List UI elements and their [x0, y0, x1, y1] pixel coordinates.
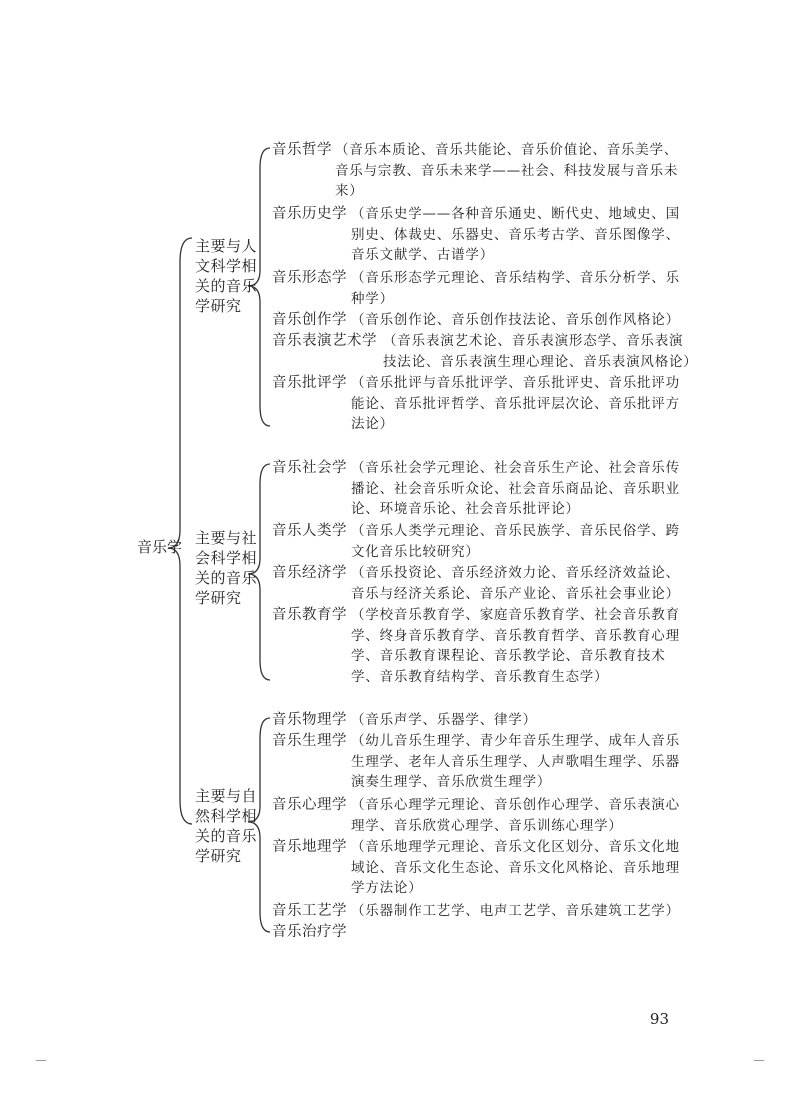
- leaf-name: 音乐心理学: [272, 797, 347, 813]
- leaf-name: 音乐地理学: [272, 839, 347, 855]
- leaf-detail: （音乐地理学元理论、音乐文化区划分、音乐文化地域论、音乐文化生态论、音乐文化风格论、音乐地理学方法论）: [351, 839, 680, 896]
- leaf-name: 音乐经济学: [272, 565, 347, 581]
- leaf-detail: （学校音乐教育学、家庭音乐教育学、社会音乐教育学、终身音乐教育学、音乐教育哲学、音乐教育心理学、音乐教育课程论、音乐教学论、音乐教育技术学、音乐教育结构学、音乐教育生态学）: [351, 607, 680, 685]
- leaf-name: 音乐表演艺术学: [272, 333, 377, 349]
- branch-label-social: 主要与社会科学相关的音乐学研究: [195, 529, 258, 607]
- leaf-name: 音乐哲学: [272, 142, 332, 158]
- crop-mark-right: [754, 1060, 764, 1061]
- leaf-name: 音乐物理学: [272, 712, 347, 728]
- crop-mark-left: [36, 1060, 46, 1061]
- leaf-detail: （音乐创作论、音乐创作技法论、音乐创作风格论）: [351, 312, 680, 328]
- root-label: 音乐学: [137, 538, 183, 556]
- leaf-detail: （音乐批评与音乐批评学、音乐批评史、音乐批评功能论、音乐批评哲学、音乐批评层次论、音乐批评方法论）: [351, 375, 680, 432]
- leaf-detail: （音乐史学——各种音乐通史、断代史、地域史、国别史、体裁史、乐器史、音乐考古学、音乐图像学、音乐文献学、古谱学）: [351, 206, 680, 263]
- page-number: 93: [649, 1010, 669, 1028]
- leaf-detail: （幼儿音乐生理学、青少年音乐生理学、成年人音乐生理学、老年人音乐生理学、人声歌唱生理学、乐器演奏生理学、音乐欣赏生理学）: [351, 733, 680, 790]
- leaf-detail: （音乐形态学元理论、音乐结构学、音乐分析学、乐种学）: [351, 270, 680, 307]
- leaf-name: 音乐治疗学: [272, 924, 347, 940]
- leaf-name: 音乐社会学: [272, 460, 347, 476]
- leaf-detail: （音乐表演艺术论、音乐表演形态学、音乐表演技法论、音乐表演生理心理论、音乐表演风格论）: [383, 333, 698, 370]
- leaf-name: 音乐历史学: [272, 206, 347, 222]
- leaf-detail: （音乐本质论、音乐共能论、音乐价值论、音乐美学、音乐与宗教、音乐未来学——社会、科技发展与音乐未来）: [335, 142, 679, 199]
- leaf-name: 音乐生理学: [272, 733, 347, 749]
- branch-label-humanities: 主要与人文科学相关的音乐学研究: [195, 237, 258, 315]
- leaf-name: 音乐批评学: [272, 375, 347, 391]
- leaf-detail: （音乐心理学元理论、音乐创作心理学、音乐表演心理学、音乐欣赏心理学、音乐训练心理学）: [351, 797, 680, 834]
- leaf-name: 音乐人类学: [272, 523, 347, 539]
- leaf-detail: （音乐社会学元理论、社会音乐生产论、社会音乐传播论、社会音乐听众论、社会音乐商品论、音乐职业论、环境音乐论、社会音乐批评论）: [351, 460, 680, 517]
- leaf-name: 音乐形态学: [272, 270, 347, 286]
- branch-label-natural: 主要与自然科学相关的音乐学研究: [195, 787, 258, 865]
- leaf-detail: （音乐声学、乐器学、律学）: [351, 712, 537, 728]
- leaf-detail: （音乐人类学元理论、音乐民族学、音乐民俗学、跨文化音乐比较研究）: [351, 523, 680, 560]
- leaf-detail: （音乐投资论、音乐经济效力论、音乐经济效益论、音乐与经济关系论、音乐产业论、音乐社会事业论）: [351, 565, 680, 602]
- leaf-name: 音乐工艺学: [272, 903, 347, 919]
- leaf-name: 音乐教育学: [272, 607, 347, 623]
- leaf-detail: （乐器制作工艺学、电声工艺学、音乐建筑工艺学）: [351, 903, 680, 919]
- root-brace: [168, 238, 192, 824]
- leaf-name: 音乐创作学: [272, 312, 347, 328]
